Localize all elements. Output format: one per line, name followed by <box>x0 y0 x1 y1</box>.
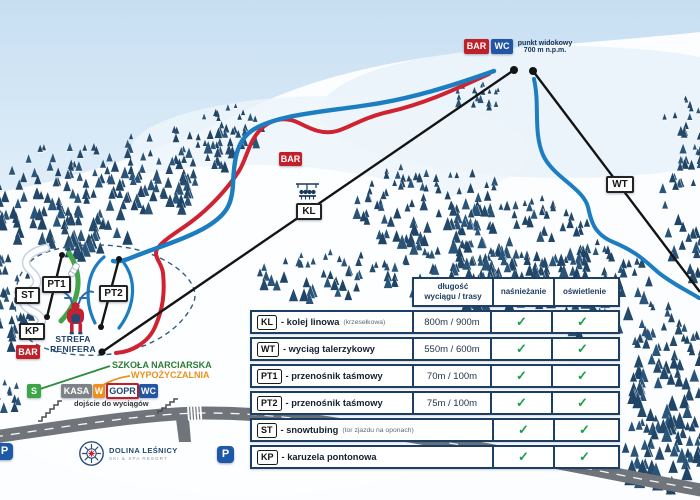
lift-code-badge: KL <box>257 315 277 330</box>
lift-code-badge: KP <box>257 450 278 465</box>
parking-badge-left: P <box>0 443 13 460</box>
bar-mid-badge: BAR <box>279 152 302 166</box>
logo-title: DOLINA LEŚNICY <box>109 446 178 455</box>
row-label <box>252 447 492 467</box>
snowmaking-check-icon: ✓ <box>490 366 551 386</box>
table-row <box>250 418 620 442</box>
lighting-check-icon: ✓ <box>551 312 612 332</box>
lift-name: - snowtubing <box>280 425 339 435</box>
table-header-row <box>412 277 620 307</box>
rental-w-badge: W <box>93 384 105 398</box>
snowmaking-check-icon: ✓ <box>490 312 551 332</box>
logo-subtitle: SKI & SPA RESORT <box>109 456 168 461</box>
kasa-badge: KASA <box>61 384 92 398</box>
pt1-badge: PT1 <box>42 276 71 293</box>
lift-name: - przenośnik taśmowy <box>285 371 383 381</box>
lift-name: - wyciąg talerzykowy <box>283 344 375 354</box>
header-length: długość wyciągu / trasy <box>424 282 482 301</box>
wc-badge-bottom: WC <box>139 384 158 398</box>
table-row <box>250 391 620 415</box>
row-label <box>252 366 412 386</box>
row-label <box>252 339 412 359</box>
wt-badge: WT <box>606 176 634 193</box>
snowmaking-check-icon: ✓ <box>490 393 551 413</box>
viewpoint-label-line2: 700 m n.p.m. <box>523 47 567 54</box>
snowmaking-check-icon: ✓ <box>492 420 553 440</box>
row-length: 550m / 600m <box>412 339 490 359</box>
lift-code-badge: ST <box>257 423 277 438</box>
lift-name: - karuzela pontonowa <box>281 452 377 462</box>
header-lighting: oświetlenie <box>553 279 614 305</box>
table-row <box>250 310 620 334</box>
table-row <box>250 445 620 469</box>
row-length: 75m / 100m <box>412 393 490 413</box>
lift-note: (krzesełkowa) <box>343 318 386 326</box>
header-snowmaking: naśnieżanie <box>492 279 553 305</box>
school-s-badge: S <box>27 384 41 398</box>
lift-legend-table <box>250 277 620 472</box>
strefa-renifera-line1: STREFA <box>55 334 91 344</box>
kp-badge: KP <box>19 323 45 340</box>
viewpoint-wc-badge: WC <box>491 39 513 54</box>
table-row <box>250 337 620 361</box>
lift-name: - przenośnik taśmowy <box>285 398 383 408</box>
row-label <box>252 312 412 332</box>
lighting-check-icon: ✓ <box>553 420 614 440</box>
lift-code-badge: PT1 <box>257 369 282 384</box>
lift-note: (tor zjazdu na oponach) <box>342 426 414 434</box>
gopr-badge: GOPR <box>106 383 139 399</box>
lighting-check-icon: ✓ <box>553 447 614 467</box>
row-length: 800m / 900m <box>412 312 490 332</box>
viewpoint-bar-badge: BAR <box>464 39 489 54</box>
row-label <box>252 393 412 413</box>
st-badge: ST <box>15 287 40 304</box>
row-length: 70m / 100m <box>412 366 490 386</box>
strefa-renifera-line2: RENIFERA <box>50 344 96 354</box>
resort-logo <box>78 440 178 467</box>
lift-code-badge: WT <box>257 342 279 357</box>
lift-access-label: dojście do wyciągów <box>74 399 149 408</box>
lighting-check-icon: ✓ <box>551 339 612 359</box>
table-row <box>250 364 620 388</box>
viewpoint-label-line1: punkt widokowy <box>517 40 573 47</box>
parking-badge-right: P <box>217 446 234 463</box>
bar-left-badge: BAR <box>16 345 40 359</box>
kl-badge: KL <box>296 203 322 220</box>
lighting-check-icon: ✓ <box>551 366 612 386</box>
lift-name: - kolej linowa <box>281 317 340 327</box>
ski-school-label: SZKOŁA NARCIARSKA <box>112 360 212 370</box>
lift-code-badge: PT2 <box>257 396 282 411</box>
rental-label: WYPOŻYCZALNIA <box>131 370 210 380</box>
snowmaking-check-icon: ✓ <box>492 447 553 467</box>
snowmaking-check-icon: ✓ <box>490 339 551 359</box>
row-label <box>252 420 492 440</box>
snowflake-emblem-icon <box>78 440 105 467</box>
pt2-badge: PT2 <box>99 285 128 302</box>
lighting-check-icon: ✓ <box>551 393 612 413</box>
